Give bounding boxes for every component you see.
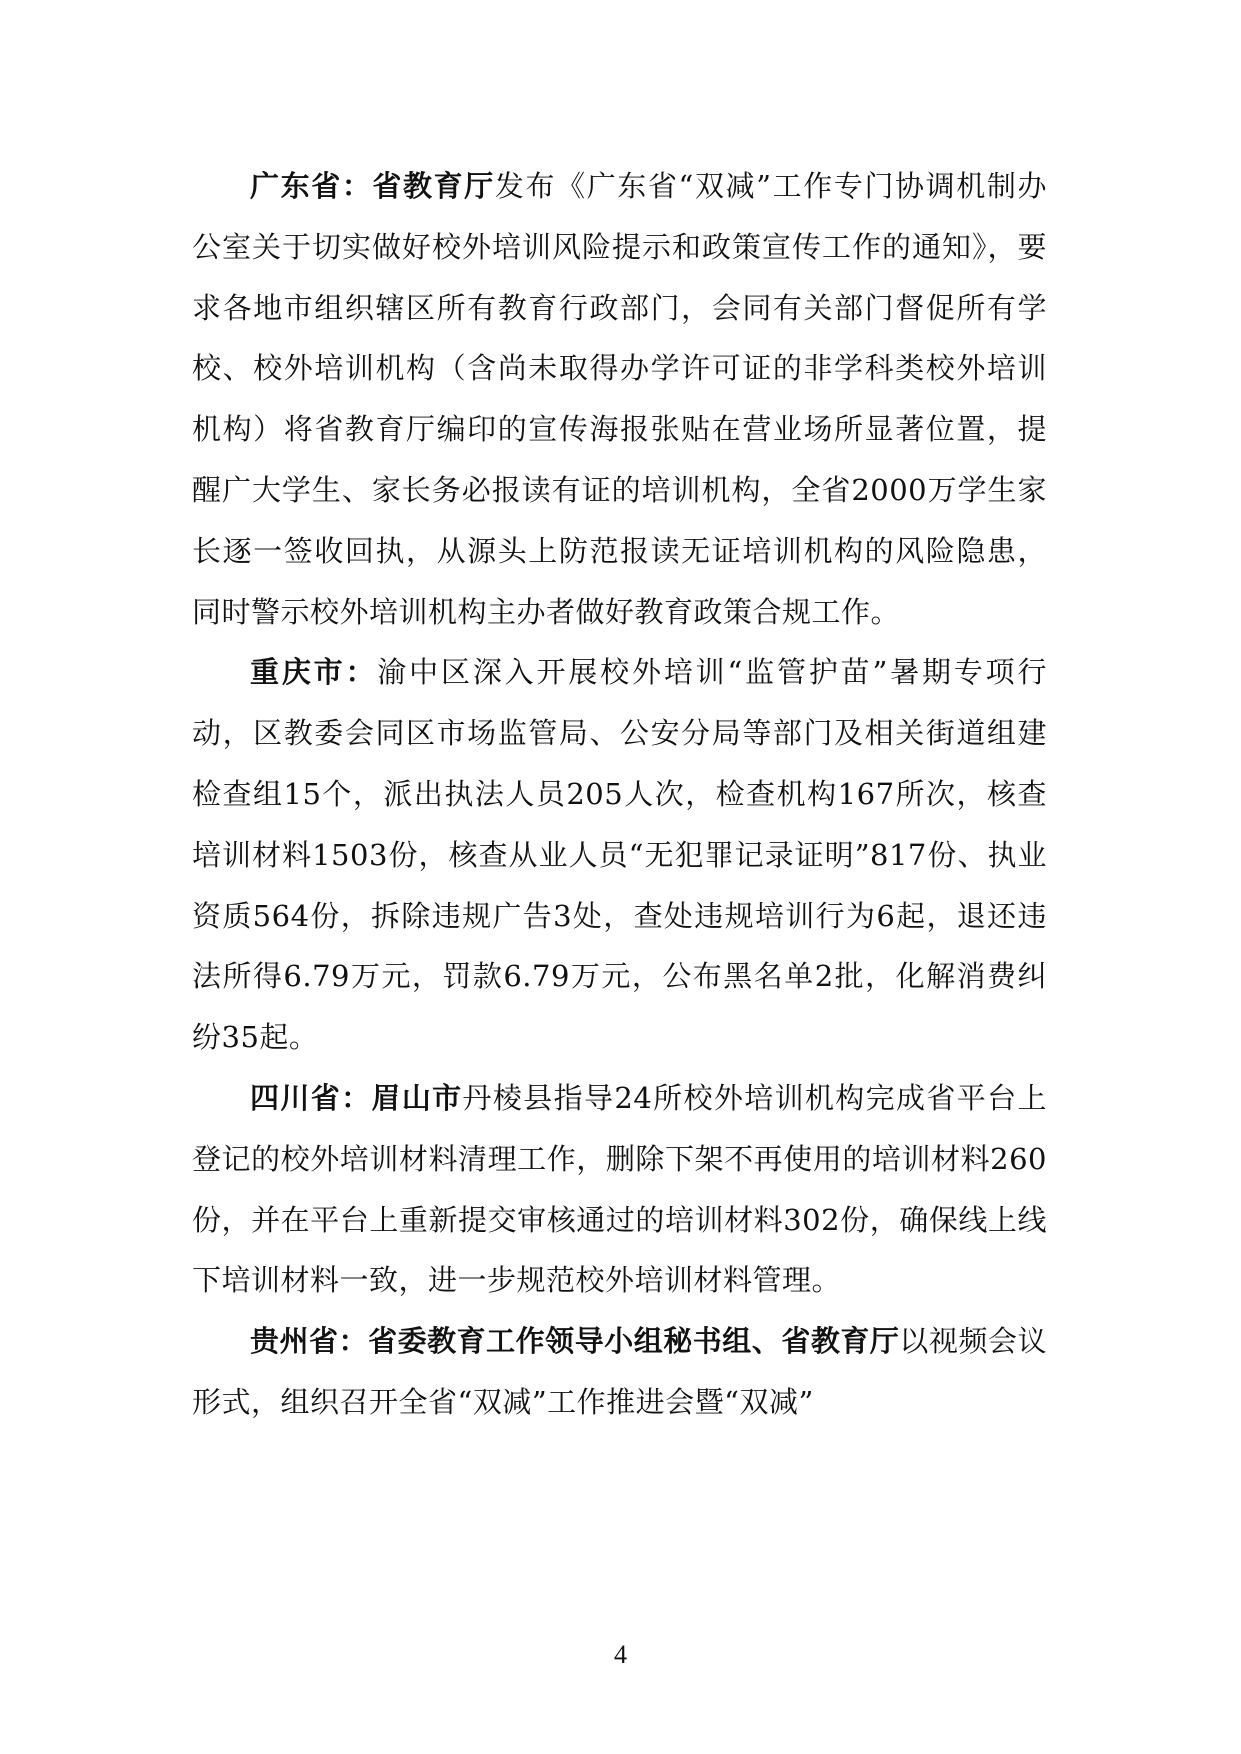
paragraph-guangdong (192, 156, 1047, 642)
body-text (192, 156, 1047, 1433)
paragraph-label: 四川省：眉山市 (250, 1080, 463, 1115)
paragraph-chongqing (192, 642, 1047, 1068)
paragraph-text: 以视频会议形式，组织召开全省“双减”工作推进会暨“双减” (192, 1324, 1047, 1419)
paragraph-label: 重庆市： (250, 655, 378, 690)
paragraph-text: 渝中区深入开展校外培训“监管护苗”暑期专项行动，区教委会同区市场监管局、公安分局等部门及相关街道组建检查组15个，派出执法人员205人次，检查机构167所次，核查培训材料1503份，核查从业人员“无犯罪记录证明”817份、执业资质564份，拆除违规广告3处，查处违规培训行为6起，退还违法所得6.79万元，罚款6.79万元，公布黑名单2批，化解消费纠纷35起。 (192, 655, 1047, 1055)
paragraph-label: 贵州省：省委教育工作领导小组秘书组、省教育厅 (250, 1324, 900, 1359)
paragraph-guizhou (192, 1311, 1047, 1433)
paragraph-text: 发布《广东省“双减”工作专门协调机制办公室关于切实做好校外培训风险提示和政策宣传工作的通知》，要求各地市组织辖区所有教育行政部门，会同有关部门督促所有学校、校外培训机构（含尚未取得办学许可证的非学科类校外培训机构）将省教育厅编印的宣传海报张贴在营业场所显著位置，提醒广大学生、家长务必报读有证的培训机构，全省2000万学生家长逐一签收回执，从源头上防范报读无证培训机构的风险隐患，同时警示校外培训机构主办者做好教育政策合规工作。 (192, 169, 1047, 629)
page-number: 4 (614, 1640, 627, 1669)
paragraph-sichuan (192, 1068, 1047, 1311)
paragraph-label: 广东省：省教育厅 (250, 169, 495, 203)
paragraph-text: 丹棱县指导24所校外培训机构完成省平台上登记的校外培训材料清理工作，删除下架不再使用的培训材料260份，并在平台上重新提交审核通过的培训材料302份，确保线上线下培训材料一致，进一步规范校外培训材料管理。 (192, 1080, 1047, 1298)
